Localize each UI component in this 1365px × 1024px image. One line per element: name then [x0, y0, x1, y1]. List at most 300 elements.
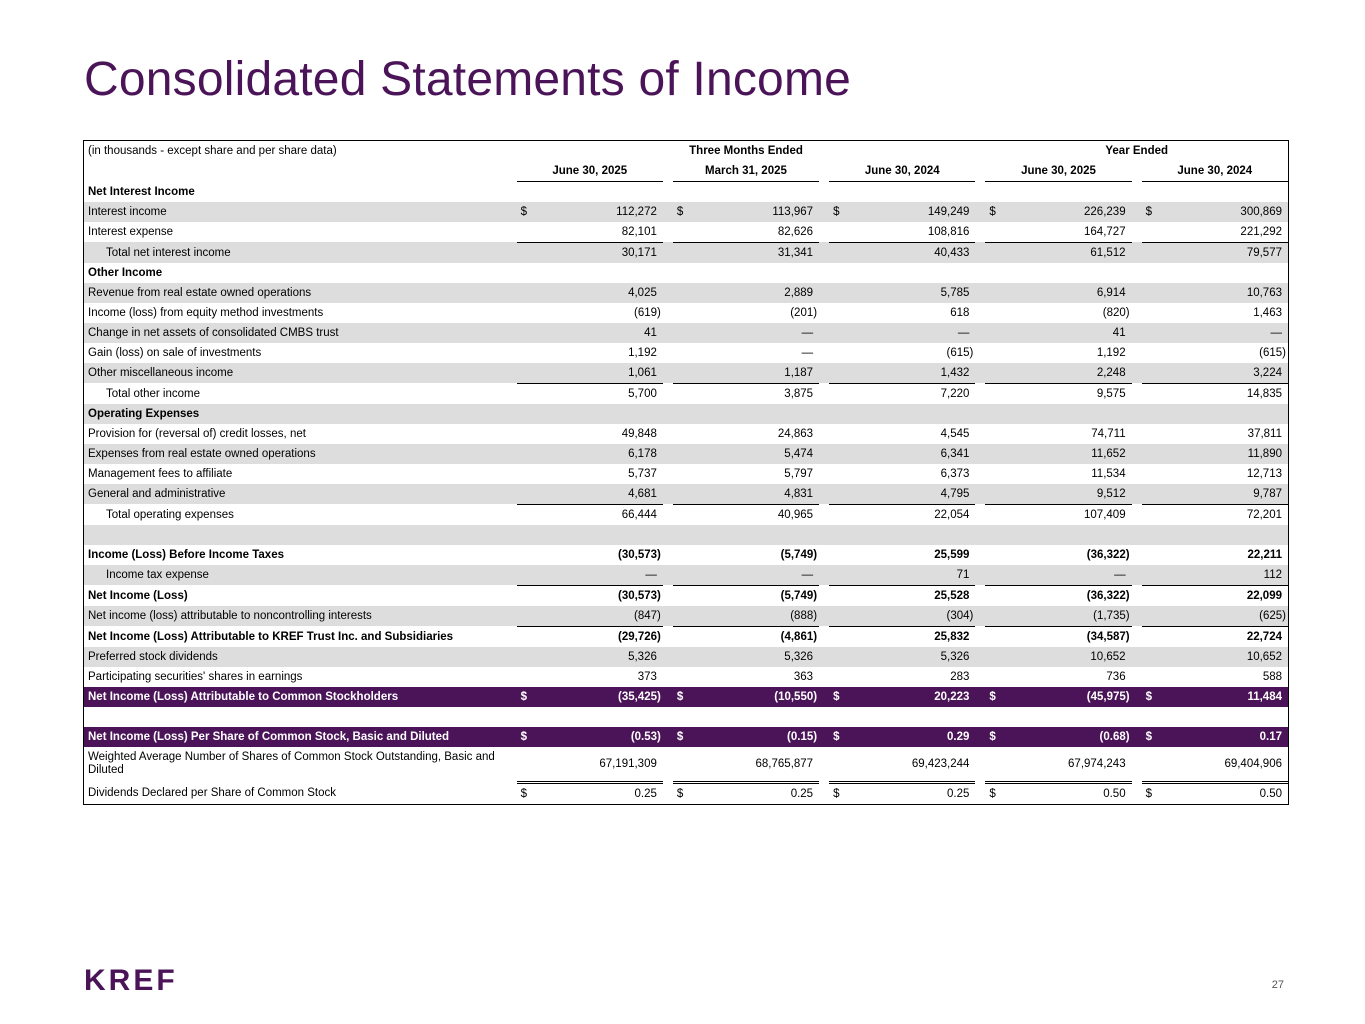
column-header-row — [84, 161, 1288, 182]
row-label: Management fees to affiliate — [88, 468, 233, 480]
value-cell — [1003, 525, 1131, 545]
currency-symbol — [1142, 283, 1160, 303]
value-cell: 40,965 — [691, 504, 819, 525]
group-header-row — [84, 141, 1288, 161]
value-cell — [847, 707, 975, 727]
row-label: Net Income (Loss) — [88, 589, 188, 602]
row-label: Other Income — [88, 267, 163, 279]
currency-symbol — [517, 323, 535, 343]
row-label: Interest income — [84, 202, 517, 222]
value-cell: 74,711 — [1091, 428, 1126, 440]
value-cell — [535, 707, 663, 727]
currency-symbol — [673, 404, 691, 424]
section-header-row — [84, 404, 1288, 424]
section-header-row — [84, 263, 1288, 283]
value-cell: (35,425) — [535, 687, 663, 707]
currency-symbol — [673, 363, 691, 383]
value-cell: 20,223 — [847, 687, 975, 707]
currency-symbol — [517, 585, 535, 606]
value-cell: 5,326 — [535, 647, 663, 667]
currency-symbol — [517, 182, 535, 202]
value-cell: 5,326 — [691, 647, 819, 667]
currency-symbol — [517, 363, 535, 383]
value-cell: 5,797 — [784, 468, 814, 480]
row-label: Net Income (Loss) Per Share of Common Stock, Basic and Diluted — [84, 727, 517, 747]
value-cell: (4,861) — [691, 626, 819, 647]
row-label: General and administrative — [84, 484, 517, 504]
value-cell: (10,550) — [691, 687, 819, 707]
table-row — [84, 283, 1288, 303]
currency-symbol — [1142, 747, 1160, 781]
value-cell: 9,575 — [1003, 383, 1131, 404]
value-cell: 4,681 — [535, 484, 663, 504]
currency-symbol — [673, 707, 691, 727]
table-row — [84, 687, 1288, 707]
value-cell — [847, 404, 975, 424]
row-label: Income (Loss) Before Income Taxes — [88, 549, 284, 561]
value-cell: — — [691, 565, 819, 585]
value-cell: 82,101 — [621, 226, 657, 238]
currency-symbol: $ — [829, 202, 847, 222]
row-label: Total other income — [106, 387, 200, 400]
value-cell: (625) — [1160, 606, 1288, 626]
row-label: Dividends Declared per Share of Common Stock — [88, 786, 337, 799]
value-cell: 31,341 — [691, 242, 819, 263]
value-cell: 0.29 — [847, 727, 975, 747]
value-cell: 283 — [950, 671, 970, 683]
page-title: Consolidated Statements of Income — [84, 53, 852, 106]
currency-symbol — [985, 626, 1003, 647]
value-cell: 4,025 — [535, 283, 663, 303]
value-cell — [691, 404, 819, 424]
currency-symbol — [1142, 667, 1160, 687]
row-label: Net income (loss) attributable to noncontrolling interests — [84, 606, 517, 626]
currency-symbol: $ — [829, 687, 847, 707]
value-cell: 30,171 — [535, 242, 663, 263]
currency-symbol — [829, 242, 847, 263]
value-cell: (201) — [790, 307, 818, 319]
currency-symbol — [829, 626, 847, 647]
value-cell: 113,967 — [691, 202, 819, 222]
table-row — [84, 781, 1288, 804]
currency-symbol — [1142, 626, 1160, 647]
value-cell: 3,875 — [691, 383, 819, 404]
currency-symbol — [1142, 263, 1160, 283]
value-cell — [847, 525, 975, 545]
currency-symbol — [673, 747, 691, 781]
value-cell: (0.53) — [535, 727, 663, 747]
table-row — [84, 585, 1288, 606]
currency-symbol — [829, 606, 847, 626]
currency-symbol — [517, 504, 535, 525]
value-cell: (0.68) — [1003, 727, 1131, 747]
currency-symbol — [1142, 222, 1160, 242]
value-cell: (30,573) — [535, 585, 663, 606]
currency-symbol — [1142, 363, 1160, 383]
value-cell: 6,373 — [940, 468, 970, 480]
row-label: Provision for (reversal of) credit losses, net — [88, 428, 306, 440]
currency-symbol: $ — [517, 727, 535, 747]
value-cell: 5,785 — [847, 283, 975, 303]
currency-symbol: $ — [985, 781, 1003, 804]
row-label: Weighted Average Number of Shares of Common Stock Outstanding, Basic and Diluted — [88, 751, 495, 776]
value-cell: 0.25 — [535, 781, 663, 804]
currency-symbol — [517, 424, 535, 444]
value-cell: 69,423,244 — [911, 757, 970, 770]
value-cell: 736 — [1106, 671, 1126, 683]
currency-symbol — [517, 444, 535, 464]
currency-symbol — [673, 484, 691, 504]
value-cell — [1003, 404, 1131, 424]
currency-symbol: $ — [985, 687, 1003, 707]
value-cell: 12,713 — [1246, 468, 1282, 480]
currency-symbol — [673, 222, 691, 242]
row-label: Total net interest income — [84, 242, 517, 263]
value-cell: 6,914 — [1003, 283, 1131, 303]
currency-symbol — [1142, 525, 1160, 545]
value-cell: 588 — [1262, 671, 1282, 683]
currency-symbol — [1142, 182, 1160, 202]
spacer-row — [84, 707, 1288, 727]
row-label: Change in net assets of consolidated CMBS trust — [84, 323, 517, 343]
table-row — [84, 323, 1288, 343]
value-cell: 112,272 — [535, 202, 663, 222]
value-cell: 2,889 — [691, 283, 819, 303]
currency-symbol: $ — [1142, 687, 1160, 707]
value-cell: 0.25 — [691, 781, 819, 804]
value-cell — [691, 263, 819, 283]
table-row — [84, 545, 1288, 565]
currency-symbol: $ — [985, 202, 1003, 222]
currency-symbol — [829, 667, 847, 687]
currency-symbol — [1142, 647, 1160, 667]
currency-symbol — [1142, 424, 1160, 444]
currency-symbol — [829, 363, 847, 383]
table-row — [84, 202, 1288, 222]
value-cell: 14,835 — [1160, 383, 1288, 404]
currency-symbol: $ — [1142, 781, 1160, 804]
value-cell: 25,832 — [847, 626, 975, 647]
value-cell: 7,220 — [847, 383, 975, 404]
three-months-header: Three Months Ended — [689, 145, 803, 157]
currency-symbol: $ — [1142, 202, 1160, 222]
value-cell: 0.50 — [1160, 781, 1288, 804]
currency-symbol — [985, 464, 1003, 484]
currency-symbol — [985, 525, 1003, 545]
value-cell: (30,573) — [618, 549, 661, 561]
currency-symbol — [1142, 343, 1160, 363]
currency-symbol — [517, 283, 535, 303]
value-cell — [1160, 263, 1288, 283]
table-row — [84, 626, 1288, 647]
value-cell: (0.15) — [691, 727, 819, 747]
currency-symbol — [1142, 444, 1160, 464]
currency-symbol — [673, 667, 691, 687]
value-cell — [847, 263, 975, 283]
value-cell: 6,341 — [847, 444, 975, 464]
currency-symbol — [985, 565, 1003, 585]
currency-symbol — [985, 222, 1003, 242]
currency-symbol — [673, 504, 691, 525]
value-cell: 0.50 — [1003, 781, 1131, 804]
currency-symbol — [517, 383, 535, 404]
value-cell — [535, 182, 663, 202]
column-header: June 30, 2025 — [517, 161, 663, 182]
value-cell: (847) — [535, 606, 663, 626]
currency-symbol — [517, 222, 535, 242]
value-cell: 24,863 — [777, 428, 814, 440]
value-cell: 112 — [1160, 565, 1288, 585]
value-cell: 67,974,243 — [1068, 757, 1126, 770]
currency-symbol — [673, 424, 691, 444]
currency-symbol — [985, 242, 1003, 263]
currency-symbol — [517, 545, 535, 565]
value-cell — [847, 182, 975, 202]
currency-symbol — [673, 383, 691, 404]
currency-symbol — [517, 565, 535, 585]
currency-symbol — [1142, 565, 1160, 585]
currency-symbol — [517, 343, 535, 363]
table-row — [84, 464, 1288, 484]
value-cell: (34,587) — [1003, 626, 1131, 647]
row-label — [84, 707, 517, 727]
section-header-row — [84, 182, 1288, 202]
value-cell: 618 — [950, 307, 970, 319]
income-statement-table — [83, 140, 1289, 805]
value-cell: (45,975) — [1003, 687, 1131, 707]
currency-symbol — [829, 283, 847, 303]
value-cell: (5,749) — [691, 585, 819, 606]
currency-symbol: $ — [985, 727, 1003, 747]
currency-symbol — [985, 182, 1003, 202]
row-label: Interest expense — [88, 226, 174, 238]
table-row — [84, 484, 1288, 504]
row-label: Income (loss) from equity method investments — [88, 307, 324, 319]
spacer-row — [84, 525, 1288, 545]
row-label: Other miscellaneous income — [84, 363, 517, 383]
table-row — [84, 383, 1288, 404]
value-cell — [691, 525, 819, 545]
currency-symbol — [673, 263, 691, 283]
row-label: Income tax expense — [84, 565, 517, 585]
currency-symbol — [1142, 464, 1160, 484]
currency-symbol — [673, 242, 691, 263]
currency-symbol — [517, 647, 535, 667]
row-label: Preferred stock dividends — [84, 647, 517, 667]
currency-symbol — [673, 647, 691, 667]
currency-symbol — [1142, 606, 1160, 626]
value-cell: 1,463 — [1253, 307, 1282, 319]
currency-symbol — [673, 464, 691, 484]
value-cell: (29,726) — [535, 626, 663, 647]
currency-symbol — [985, 404, 1003, 424]
currency-symbol — [829, 707, 847, 727]
value-cell — [1003, 263, 1131, 283]
currency-symbol: $ — [829, 727, 847, 747]
currency-symbol — [829, 504, 847, 525]
value-cell: (820) — [1102, 307, 1130, 319]
value-cell: 71 — [847, 565, 975, 585]
value-cell: 66,444 — [535, 504, 663, 525]
table-row — [84, 242, 1288, 263]
value-cell — [1003, 707, 1131, 727]
value-cell: 10,652 — [1003, 647, 1131, 667]
currency-symbol — [985, 363, 1003, 383]
currency-symbol — [1142, 242, 1160, 263]
row-label: Participating securities' shares in earnings — [88, 671, 303, 683]
currency-symbol — [517, 464, 535, 484]
currency-symbol — [985, 647, 1003, 667]
table-row — [84, 343, 1288, 363]
value-cell: 11,484 — [1160, 687, 1288, 707]
table-row — [84, 222, 1288, 242]
value-cell: 363 — [793, 671, 814, 683]
value-cell: 49,848 — [621, 428, 657, 440]
value-cell: 72,201 — [1160, 504, 1288, 525]
currency-symbol — [673, 323, 691, 343]
value-cell: (619) — [634, 307, 661, 319]
currency-symbol — [829, 565, 847, 585]
row-label — [84, 525, 517, 545]
currency-symbol — [1142, 323, 1160, 343]
value-cell: 221,292 — [1240, 226, 1282, 238]
currency-symbol — [985, 707, 1003, 727]
currency-symbol — [829, 303, 847, 323]
currency-symbol — [673, 283, 691, 303]
table-row — [84, 727, 1288, 747]
currency-symbol: $ — [673, 202, 691, 222]
currency-symbol — [517, 303, 535, 323]
currency-symbol — [673, 303, 691, 323]
currency-symbol — [517, 667, 535, 687]
value-cell: 300,869 — [1160, 202, 1288, 222]
currency-symbol — [517, 242, 535, 263]
value-cell — [535, 525, 663, 545]
value-cell: 10,652 — [1160, 647, 1288, 667]
value-cell: 79,577 — [1160, 242, 1288, 263]
row-label: Net Income (Loss) Attributable to KREF Trust Inc. and Subsidiaries — [88, 630, 454, 643]
value-cell: 1,432 — [847, 363, 975, 383]
currency-symbol — [673, 606, 691, 626]
row-label: Operating Expenses — [84, 404, 517, 424]
value-cell: 4,545 — [940, 428, 970, 440]
currency-symbol — [673, 182, 691, 202]
currency-symbol — [985, 283, 1003, 303]
currency-symbol: $ — [673, 687, 691, 707]
value-cell — [1003, 182, 1131, 202]
row-label: Net Interest Income — [88, 186, 195, 198]
kref-logo: KREF — [84, 964, 178, 997]
table-row — [84, 606, 1288, 626]
currency-symbol — [673, 626, 691, 647]
value-cell: 4,795 — [847, 484, 975, 504]
currency-symbol — [829, 424, 847, 444]
value-cell: 67,191,309 — [599, 757, 657, 770]
row-label: Revenue from real estate owned operations — [84, 283, 517, 303]
value-cell: 1,192 — [628, 347, 657, 359]
value-cell: 373 — [637, 671, 657, 683]
value-cell: — — [847, 323, 975, 343]
column-header: March 31, 2025 — [673, 161, 819, 182]
table-row — [84, 504, 1288, 525]
value-cell: 5,737 — [628, 468, 657, 480]
currency-symbol — [1142, 303, 1160, 323]
value-cell — [1160, 404, 1288, 424]
value-cell — [535, 404, 663, 424]
value-cell: — — [1160, 323, 1288, 343]
table-row — [84, 747, 1288, 781]
value-cell: 107,409 — [1003, 504, 1131, 525]
currency-symbol — [829, 182, 847, 202]
column-header: June 30, 2024 — [1142, 161, 1288, 182]
value-cell: 5,700 — [535, 383, 663, 404]
currency-symbol — [517, 747, 535, 781]
value-cell: 22,099 — [1160, 585, 1288, 606]
currency-symbol — [1142, 404, 1160, 424]
currency-symbol — [517, 626, 535, 647]
unit-note: (in thousands - except share and per share data) — [88, 145, 337, 157]
table-row — [84, 647, 1288, 667]
currency-symbol — [829, 585, 847, 606]
value-cell: 9,512 — [1003, 484, 1131, 504]
currency-symbol — [829, 343, 847, 363]
value-cell: 25,599 — [934, 549, 970, 561]
currency-symbol — [985, 606, 1003, 626]
currency-symbol — [673, 565, 691, 585]
currency-symbol — [985, 444, 1003, 464]
currency-symbol: $ — [673, 727, 691, 747]
value-cell: 82,626 — [777, 226, 814, 238]
currency-symbol — [1142, 707, 1160, 727]
currency-symbol — [985, 323, 1003, 343]
currency-symbol — [673, 585, 691, 606]
currency-symbol — [829, 404, 847, 424]
currency-symbol: $ — [829, 781, 847, 804]
currency-symbol — [829, 444, 847, 464]
currency-symbol: $ — [1142, 727, 1160, 747]
currency-symbol — [517, 606, 535, 626]
value-cell: (5,749) — [780, 549, 818, 561]
currency-symbol — [985, 585, 1003, 606]
currency-symbol — [517, 263, 535, 283]
value-cell: — — [691, 323, 819, 343]
page-number: 27 — [1271, 979, 1284, 991]
currency-symbol — [517, 484, 535, 504]
column-header: June 30, 2024 — [829, 161, 975, 182]
value-cell: 2,248 — [1003, 363, 1131, 383]
value-cell — [535, 263, 663, 283]
value-cell: 1,187 — [691, 363, 819, 383]
value-cell: 10,763 — [1160, 283, 1288, 303]
value-cell: 41 — [1003, 323, 1131, 343]
value-cell: 1,061 — [535, 363, 663, 383]
currency-symbol — [985, 303, 1003, 323]
value-cell: (36,322) — [1003, 585, 1131, 606]
value-cell: 22,211 — [1247, 549, 1282, 561]
currency-symbol — [829, 747, 847, 781]
currency-symbol — [985, 383, 1003, 404]
value-cell — [1160, 707, 1288, 727]
value-cell: 11,534 — [1091, 468, 1126, 480]
currency-symbol — [517, 525, 535, 545]
currency-symbol — [829, 222, 847, 242]
currency-symbol — [985, 504, 1003, 525]
currency-symbol — [829, 545, 847, 565]
currency-symbol — [985, 263, 1003, 283]
value-cell — [691, 182, 819, 202]
table-row — [84, 565, 1288, 585]
table-row — [84, 424, 1288, 444]
